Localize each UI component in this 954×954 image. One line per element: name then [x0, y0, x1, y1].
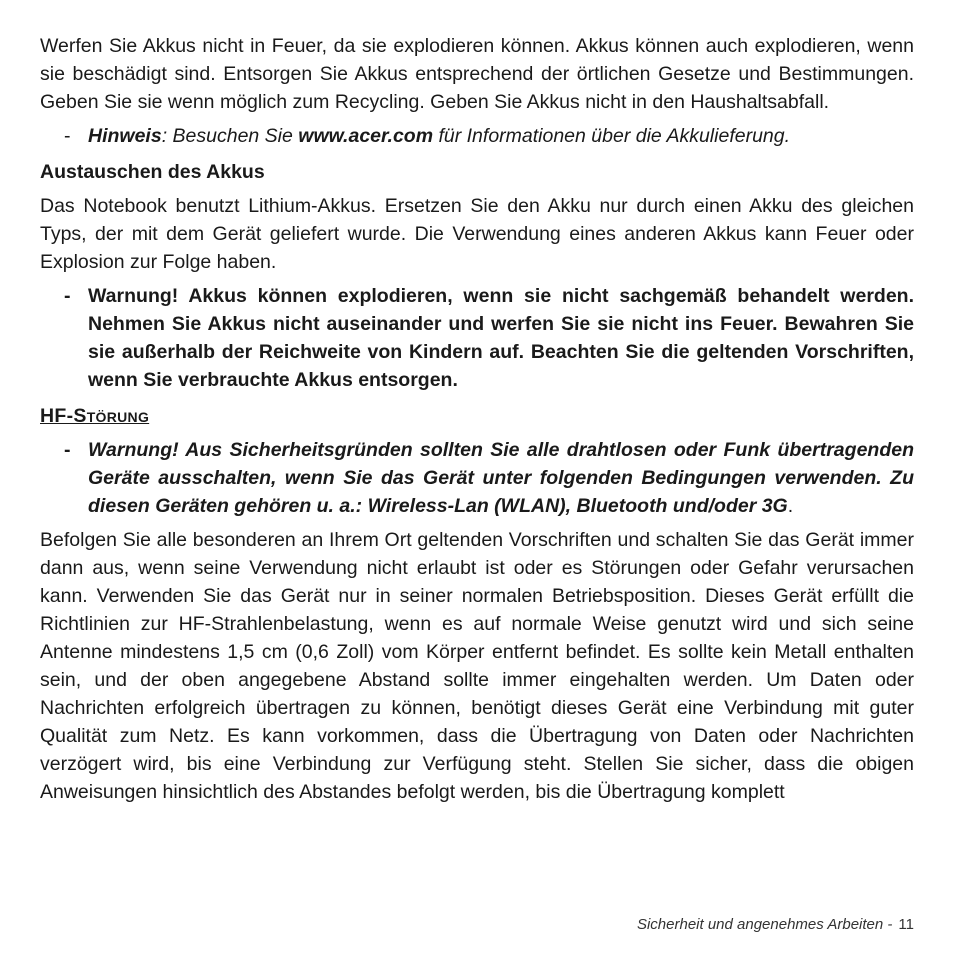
warning-1-text: Warnung! Akkus können explodieren, wenn sie nicht sachgemäß behandelt werden. Nehmen Sie Akkus nicht auseinander und werfen Sie sie nicht ins Feuer. Bewahren Sie sie außerhalb der Reichweite von Kindern auf. Beachten Sie die geltenden Vorschriften, wenn Sie verbrauchte Akkus entsorgen.	[88, 285, 914, 391]
heading-battery-replacement: Austauschen des Akkus	[40, 161, 265, 183]
warning-battery-explosion	[40, 282, 914, 394]
note-url: www.acer.com	[298, 125, 434, 147]
paragraph-battery-disposal: Werfen Sie Akkus nicht in Feuer, da sie explodieren können. Akkus können auch explodieren, wenn sie beschädigt sind. Entsorgen Sie Akkus entsprechend der örtlichen Gesetze und Bestimmungen. Geben Sie sie wenn möglich zum Recycling. Geben Sie Akkus nicht in den Haushaltsabfall.	[40, 35, 914, 113]
note-text-2: für Informationen über die Akkulieferung.	[433, 125, 791, 147]
warning-2-text: Warnung! Aus Sicherheitsgründen sollten Sie alle drahtlosen oder Funk übertragenden Geräte ausschalten, wenn Sie das Gerät unter folgenden Bedingungen verwenden. Zu diesen Geräten gehören u. a.: Wireless-Lan (WLAN), Bluetooth und/oder 3G	[88, 439, 914, 517]
footer-text: Sicherheit und angenehmes Arbeiten -	[636, 916, 893, 933]
paragraph-rf-rules: Befolgen Sie alle besonderen an Ihrem Ort geltenden Vorschriften und schalten Sie das Gerät immer dann aus, wenn seine Verwendung nicht erlaubt ist oder es Störungen oder Gefahr verursachen kann. Verwenden Sie das Gerät nur in seiner normalen Betriebsposition. Dieses Gerät erfüllt die Richtlinien zur HF-Strahlenbelastung, wenn es auf normale Weise genutzt wird und sich seine Antenne mindestens 1,5 cm (0,6 Zoll) vom Körper entfernt befindet. Es sollte kein Metall enthalten sein, und der oben angegebene Abstand sollte immer eingehalten werden. Um Daten oder Nachrichten erfolgreich übertragen zu können, benötigt dieses Gerät eine Verbindung mit guter Qualität zum Netz. Es kann vorkommen, dass die Übertragung von Daten oder Nachrichten verzögert wird, bis eine Verbindung zur Verfügung steht. Stellen Sie sicher, dass die obigen Anweisungen hinsichtlich des Abstandes befolgt werden, bis die Übertragung komplett	[40, 529, 914, 803]
note-hint	[40, 122, 914, 150]
heading-rf-interference: HF-Störung	[40, 405, 150, 427]
page-footer	[637, 916, 914, 933]
document-body	[40, 32, 914, 806]
note-label: Hinweis	[88, 125, 162, 147]
warning-2-period: .	[787, 495, 794, 517]
warning-2-dash: -	[64, 439, 71, 461]
note-dash: -	[64, 125, 71, 147]
paragraph-battery-replacement: Das Notebook benutzt Lithium-Akkus. Ersetzen Sie den Akku nur durch einen Akku des gleichen Typs, der mit dem Gerät geliefert wurde. Die Verwendung eines anderen Akkus kann Feuer oder Explosion zur Folge haben.	[40, 195, 914, 273]
warning-1-dash: -	[64, 285, 71, 307]
note-text-1: : Besuchen Sie	[161, 125, 299, 147]
page-number: 11	[898, 916, 914, 933]
warning-wireless-devices	[40, 436, 914, 520]
